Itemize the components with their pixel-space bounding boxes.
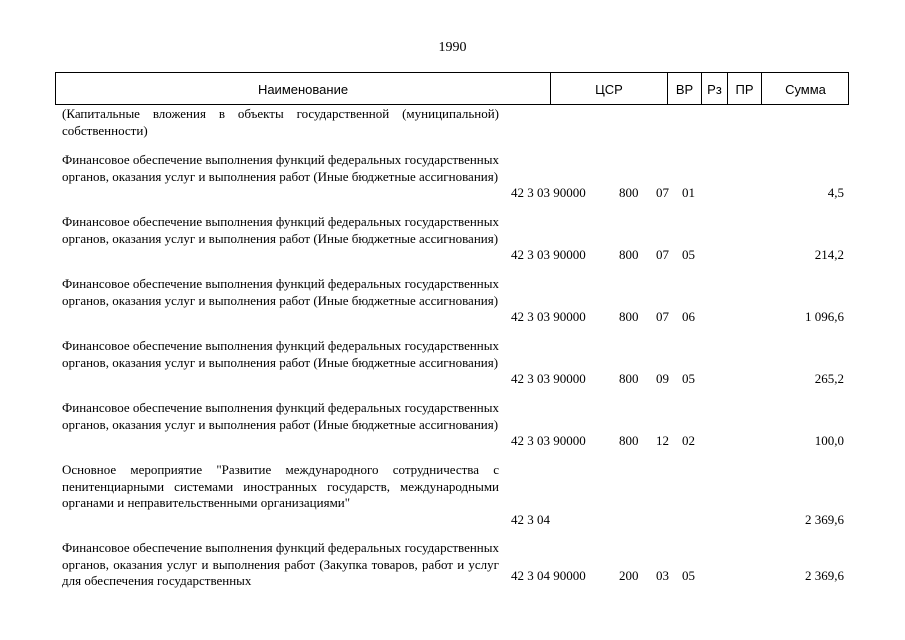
header-sum: Сумма xyxy=(761,73,849,104)
row-vr: 800 xyxy=(619,433,639,448)
row-name: Финансовое обеспечение выполнения функций федеральных государственных органов, оказания услуг и выполнения работ (Иные бюджетные ассигнования) xyxy=(62,400,499,432)
row-rz: 07 xyxy=(656,247,669,262)
table-row xyxy=(62,400,852,450)
row-vr: 200 xyxy=(619,568,639,583)
row-sum: 2 369,6 xyxy=(805,568,844,583)
row-csr: 42 3 03 90000 xyxy=(511,309,586,324)
table-row xyxy=(62,338,852,388)
row-name: Финансовое обеспечение выполнения функций федеральных государственных органов, оказания услуг и выполнения работ (Иные бюджетные ассигнования) xyxy=(62,152,499,184)
row-sum: 2 369,6 xyxy=(805,512,844,527)
table-row xyxy=(62,276,852,326)
row-csr: 42 3 03 90000 xyxy=(511,433,586,448)
row-vr: 800 xyxy=(619,247,639,262)
row-csr: 42 3 03 90000 xyxy=(511,371,586,386)
row-name: Финансовое обеспечение выполнения функций федеральных государственных органов, оказания услуг и выполнения работ (Иные бюджетные ассигнования) xyxy=(62,338,499,370)
page-number: 1990 xyxy=(438,40,467,55)
row-pr: 05 xyxy=(682,371,695,386)
row-csr: 42 3 04 xyxy=(511,512,550,527)
row-rz: 09 xyxy=(656,371,669,386)
row-pr: 02 xyxy=(682,433,695,448)
row-pr: 05 xyxy=(682,568,695,583)
row-sum: 1 096,6 xyxy=(805,309,844,324)
row-vr: 800 xyxy=(619,309,639,324)
row-sum: 214,2 xyxy=(814,247,844,262)
table-row xyxy=(62,214,852,264)
row-csr: 42 3 03 90000 xyxy=(511,185,586,200)
row-name: (Капитальные вложения в объекты государственной (муниципальной) собственности) xyxy=(62,106,499,138)
row-rz: 07 xyxy=(656,185,669,200)
row-rz: 03 xyxy=(656,568,669,583)
row-pr: 05 xyxy=(682,247,695,262)
row-vr: 800 xyxy=(619,371,639,386)
row-vr: 800 xyxy=(619,185,639,200)
header-name: Наименование xyxy=(257,82,349,97)
row-name: Финансовое обеспечение выполнения функций федеральных государственных органов, оказания услуг и выполнения работ (Иные бюджетные ассигнования) xyxy=(62,276,499,308)
header-csr: ЦСР xyxy=(550,73,667,104)
table-row xyxy=(62,462,852,528)
table-row xyxy=(62,152,852,202)
header-vr: ВР xyxy=(667,73,701,104)
header-pr: ПР xyxy=(727,73,761,104)
table-row xyxy=(62,106,852,140)
row-pr: 01 xyxy=(682,185,695,200)
table-row xyxy=(62,540,852,590)
row-name: Финансовое обеспечение выполнения функций федеральных государственных органов, оказания услуг и выполнения работ (Закупка товаров, работ и услуг для обеспечения государственных xyxy=(62,540,499,588)
row-rz: 07 xyxy=(656,309,669,324)
row-csr: 42 3 04 90000 xyxy=(511,568,586,583)
row-name: Финансовое обеспечение выполнения функций федеральных государственных органов, оказания услуг и выполнения работ (Иные бюджетные ассигнования) xyxy=(62,214,499,246)
row-sum: 100,0 xyxy=(814,433,844,448)
row-sum: 4,5 xyxy=(827,185,844,200)
row-rz: 12 xyxy=(656,433,669,448)
header-rz: Рз xyxy=(701,73,727,104)
table-header xyxy=(55,72,849,105)
row-csr: 42 3 03 90000 xyxy=(511,247,586,262)
row-pr: 06 xyxy=(682,309,695,324)
row-name: Основное мероприятие "Развитие международного сотрудничества с пенитенциарными системами иностранных государств, международными органами и неправительственными организациями" xyxy=(62,462,499,510)
row-sum: 265,2 xyxy=(814,371,844,386)
